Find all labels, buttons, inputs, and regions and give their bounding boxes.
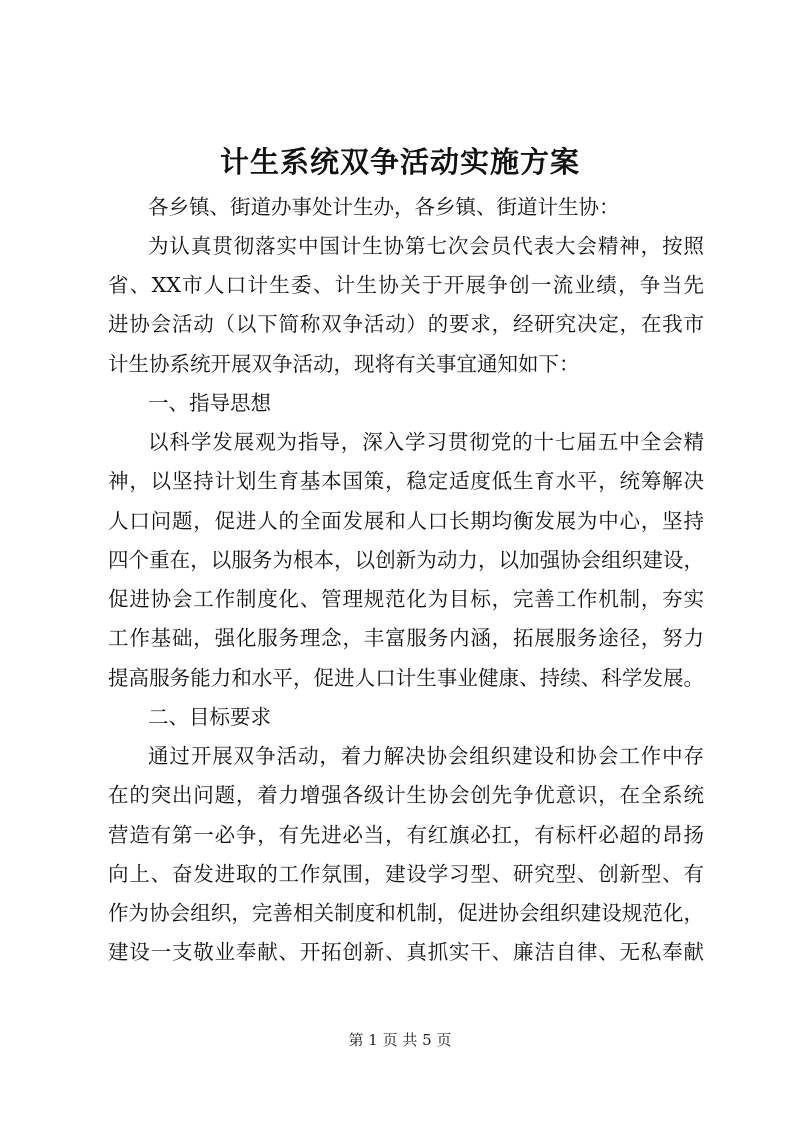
intro-line: 省、XX市人口计生委、计生协关于开展争创一流业绩，争当先	[108, 273, 704, 297]
section1-line: 提高服务能力和水平，促进人口计生事业健康、持续、科学发展。	[108, 666, 704, 690]
section1-line: 人口问题，促进人的全面发展和人口长期均衡发展为中心，坚持	[108, 509, 704, 533]
section2-line: 向上、奋发进取的工作氛围，建设学习型、研究型、创新型、有	[108, 862, 704, 886]
section-heading-2: 二、目标要求	[148, 705, 271, 729]
section1-line: 促进协会工作制度化、管理规范化为目标，完善工作机制，夯实	[108, 587, 704, 611]
section2-line: 作为协会组织，完善相关制度和机制，促进协会组织建设规范化，	[108, 901, 704, 925]
salutation: 各乡镇、街道办事处计生办，各乡镇、街道计生协：	[148, 195, 620, 219]
section-heading-1: 一、指导思想	[148, 391, 271, 415]
section1-line: 以科学发展观为指导，深入学习贯彻党的十七届五中全会精	[148, 430, 704, 454]
section2-line: 营造有第一必争，有先进必当，有红旗必扛，有标杆必超的昂扬	[108, 823, 704, 847]
intro-line: 进协会活动（以下简称双争活动）的要求，经研究决定，在我市	[108, 312, 704, 336]
section1-line: 四个重在，以服务为根本，以创新为动力，以加强协会组织建设，	[108, 548, 704, 572]
section1-line: 神，以坚持计划生育基本国策，稳定适度低生育水平，统筹解决	[108, 469, 704, 493]
intro-line: 为认真贯彻落实中国计生协第七次会员代表大会精神，按照	[148, 234, 704, 258]
intro-line: 计生协系统开展双争活动，现将有关事宜通知如下：	[108, 352, 580, 376]
page-number-footer: 第 1 页 共 5 页	[348, 1031, 452, 1049]
section2-line: 通过开展双争活动，着力解决协会组织建设和协会工作中存	[148, 744, 704, 768]
section2-line: 在的突出问题，着力增强各级计生协会创先争优意识，在全系统	[108, 783, 704, 807]
document-title: 计生系统双争活动实施方案	[219, 145, 580, 179]
section2-line: 建设一支敬业奉献、开拓创新、真抓实干、廉洁自律、无私奉献	[108, 940, 704, 964]
section1-line: 工作基础，强化服务理念，丰富服务内涵，拓展服务途径，努力	[108, 626, 704, 650]
